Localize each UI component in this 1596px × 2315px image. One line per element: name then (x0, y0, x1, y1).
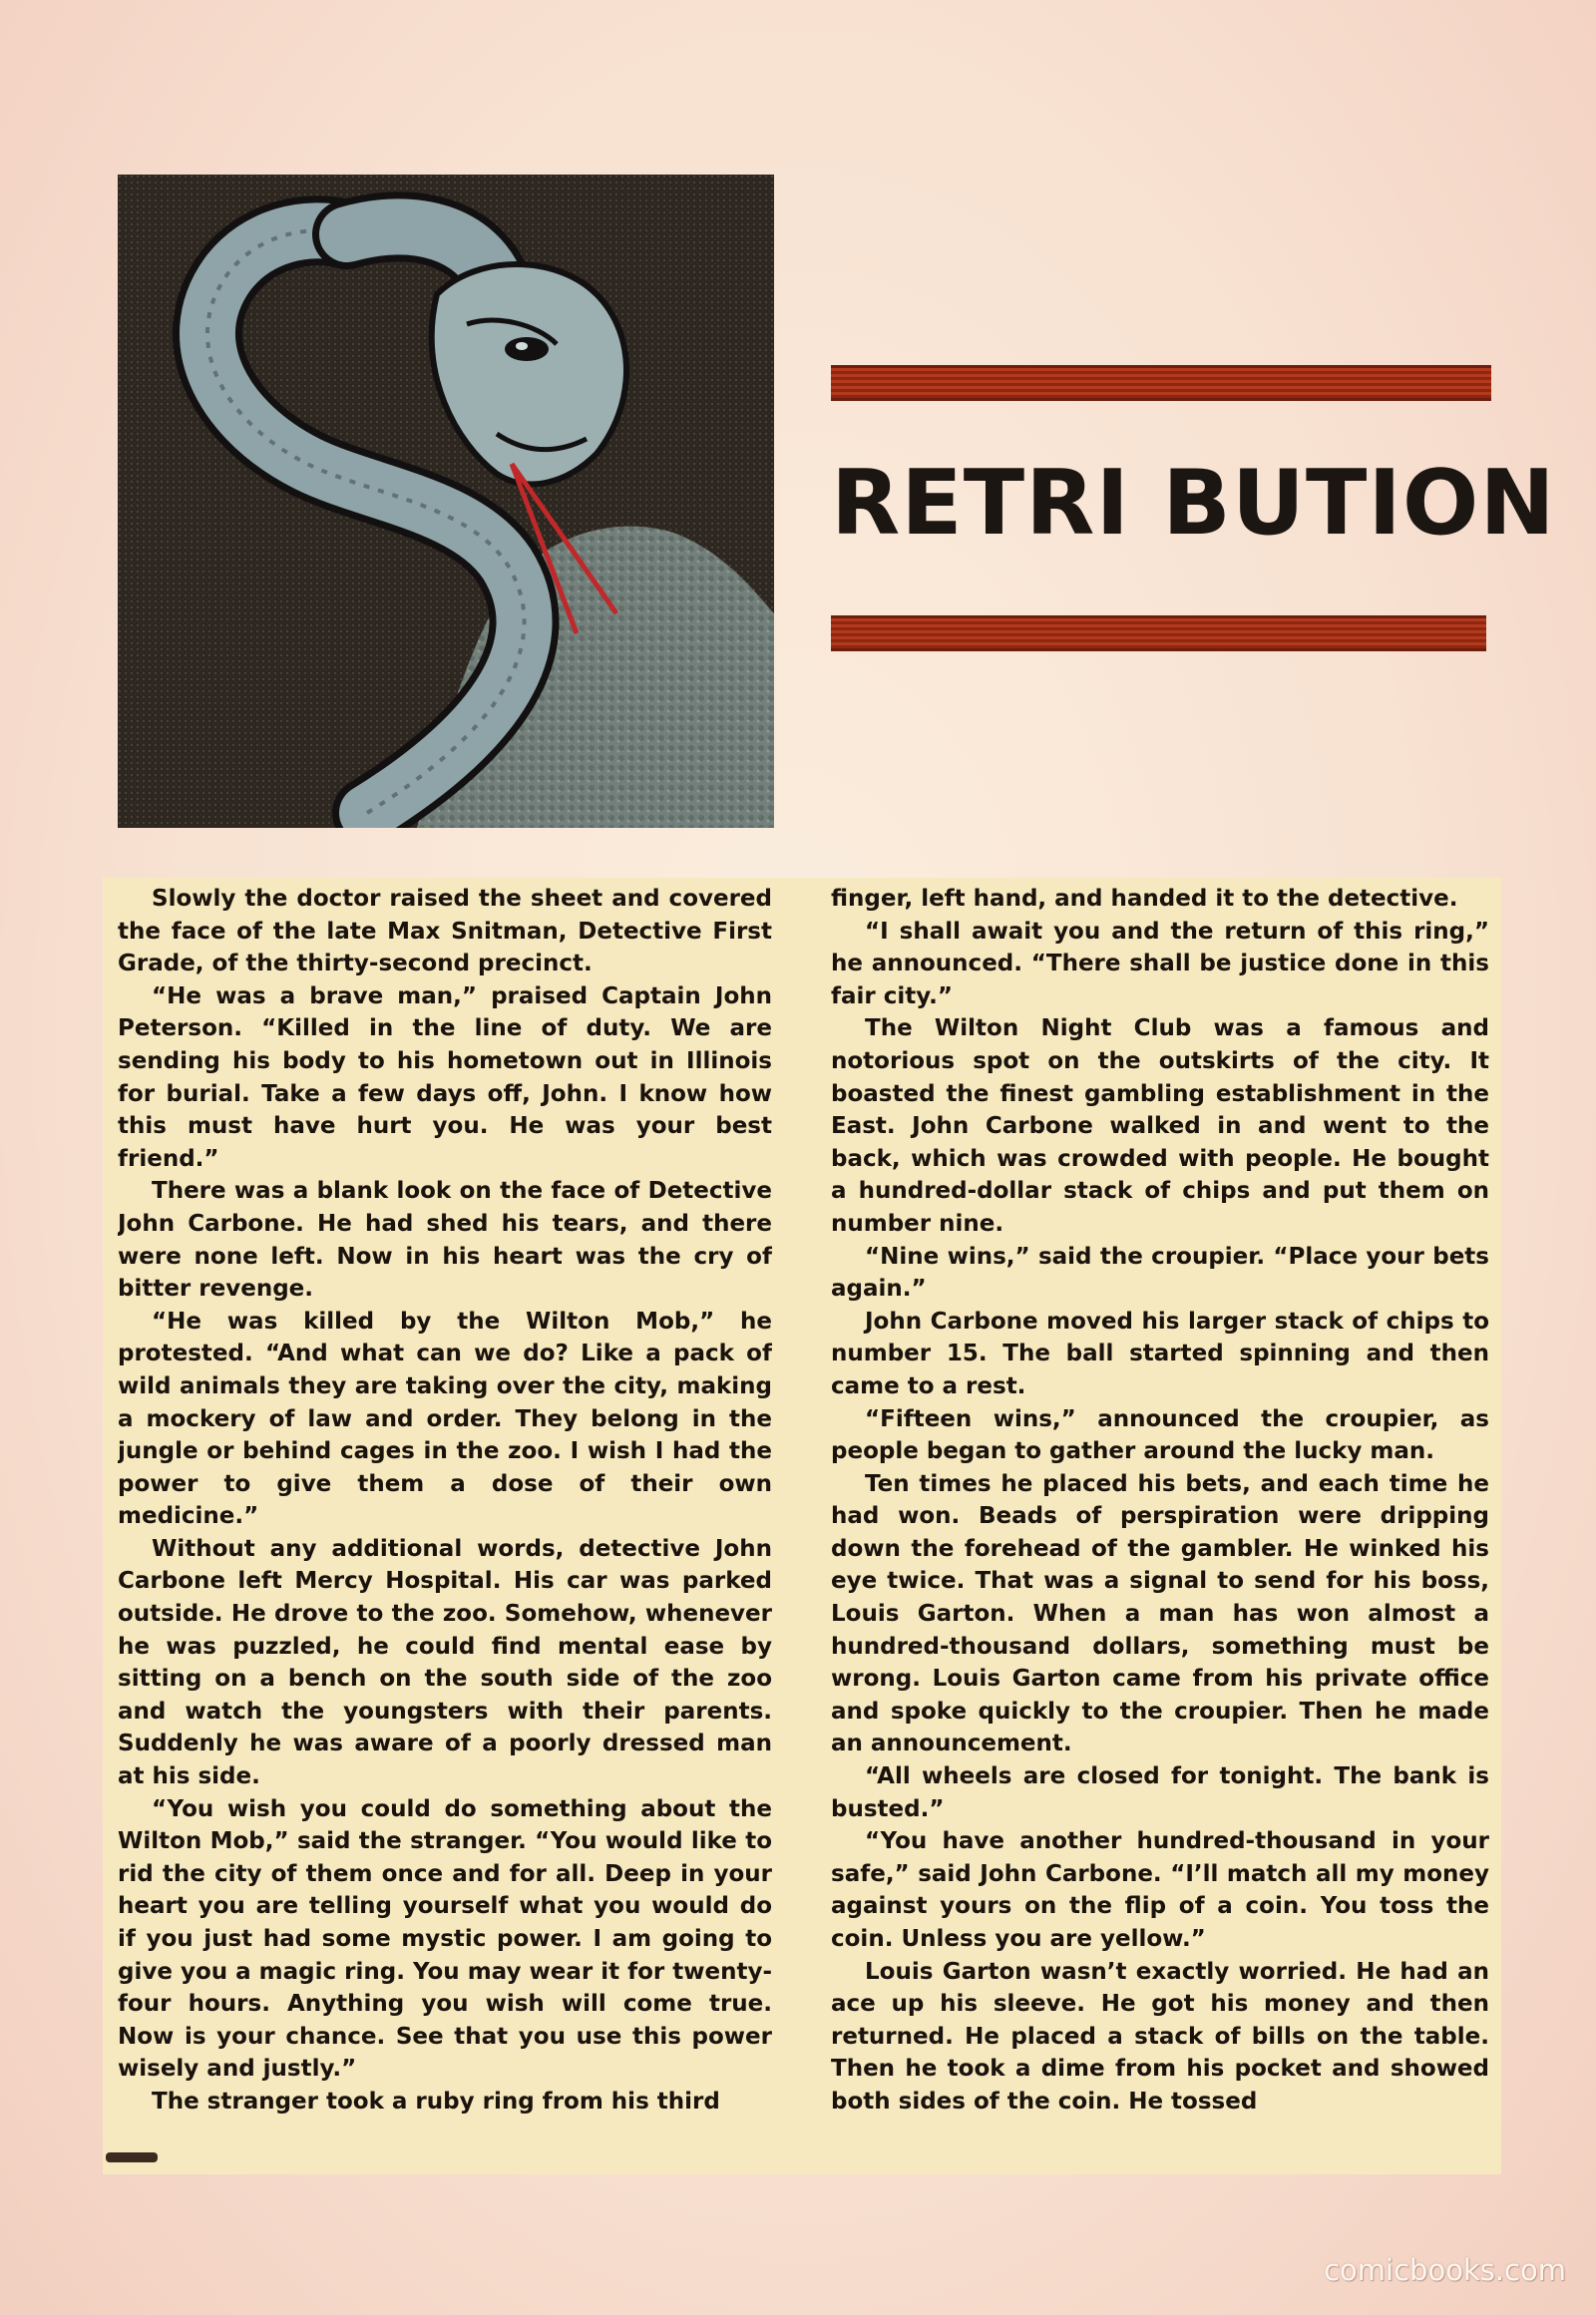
paragraph: Louis Garton wasn’t exactly worried. He had an ace up his sleeve. He got his money and then returned. He placed a stack of bills on the table. Then he took a dime from his pocket and showed both sides of the coin. He tossed (831, 1958, 1489, 2115)
paragraph: “He was a brave man,” praised Captain John Peterson. “Killed in the line of duty. We are sending his body to his hometown out in Illinois for burial. Take a few days off, John. I know how this must have hurt you. He was your best friend.” (118, 982, 772, 1172)
paragraph: “I shall await you and the return of this ring,” he announced. “There shall be justice done in this fair city.” (831, 918, 1489, 1009)
paragraph: Without any additional words, detective John Carbone left Mercy Hospital. His car was parked outside. He drove to the zoo. Somehow, whenever he was puzzled, he could find mental ease by sitting on a bench on the south side of the zoo and watch the youngsters with their parents. Suddenly he was aware of a poorly dressed man at his side. (118, 1535, 772, 1790)
story-column-left (118, 883, 772, 2169)
watermark: comicbooks.com (1324, 2253, 1566, 2287)
snake-illustration (118, 175, 774, 828)
paragraph: “He was killed by the Wilton Mob,” he protested. “And what can we do? Like a pack of wild animals they are taking over the city, making a mockery of law and order. They belong in the jungle or behind cages in the zoo. I wish I had the power to give them a dose of their own medicine.” (118, 1308, 772, 1530)
paragraph: Ten times he placed his bets, and each time he had won. Beads of perspiration were dripping down the forehead of the gambler. He winked his eye twice. That was a signal to send for his boss, Louis Garton. When a man has won almost a hundred-thousand dollars, something must be wrong. Louis Garton came from his private office and spoke quickly to the croupier. Then he made an announcement. (831, 1470, 1489, 1757)
snake-icon (118, 175, 774, 828)
paragraph: John Carbone moved his larger stack of chips to number 15. The ball started spinning and then came to a rest. (831, 1308, 1489, 1399)
paragraph: “You wish you could do something about the Wilton Mob,” said the stranger. “You would like to rid the city of them once and for all. Deep in your heart you are telling yourself what you would do if you just had some mystic power. I am going to give you a magic ring. You may wear it for twenty-four hours. Anything you wish will come true. Now is your chance. See that you use this power wisely and justly.” (118, 1795, 772, 2083)
paragraph: “All wheels are closed for tonight. The bank is busted.” (831, 1763, 1489, 1822)
title-bar-bottom (831, 615, 1486, 651)
paragraph: “Nine wins,” said the croupier. “Place your bets again.” (831, 1243, 1489, 1303)
paragraph: “Fifteen wins,” announced the croupier, as people began to gather around the lucky man. (831, 1405, 1489, 1465)
paragraph: Slowly the doctor raised the sheet and covered the face of the late Max Snitman, Detective First Grade, of the thirty-second precinct. (118, 886, 772, 977)
title-bar-top (831, 365, 1491, 401)
paragraph: The stranger took a ruby ring from his third (152, 2088, 720, 2115)
ink-smudge (106, 2152, 158, 2162)
paragraph-continued: finger, left hand, and handed it to the detective. (831, 886, 1458, 912)
paragraph: The Wilton Night Club was a famous and notorious spot on the outskirts of the city. It boasted the finest gambling establishment in the East. John Carbone walked in and went to the back, which was crowded with people. He bought a hundred-dollar stack of chips and put them on number nine. (831, 1015, 1489, 1237)
paragraph: There was a blank look on the face of Detective John Carbone. He had shed his tears, and there were none left. Now in his heart was the cry of bitter revenge. (118, 1178, 772, 1303)
paragraph: “You have another hundred-thousand in your safe,” said John Carbone. “I’ll match all my money against yours on the flip of a coin. You toss the coin. Unless you are yellow.” (831, 1828, 1489, 1952)
story-column-right (831, 883, 1489, 2169)
story-title: RETRI BUTION (831, 451, 1556, 556)
